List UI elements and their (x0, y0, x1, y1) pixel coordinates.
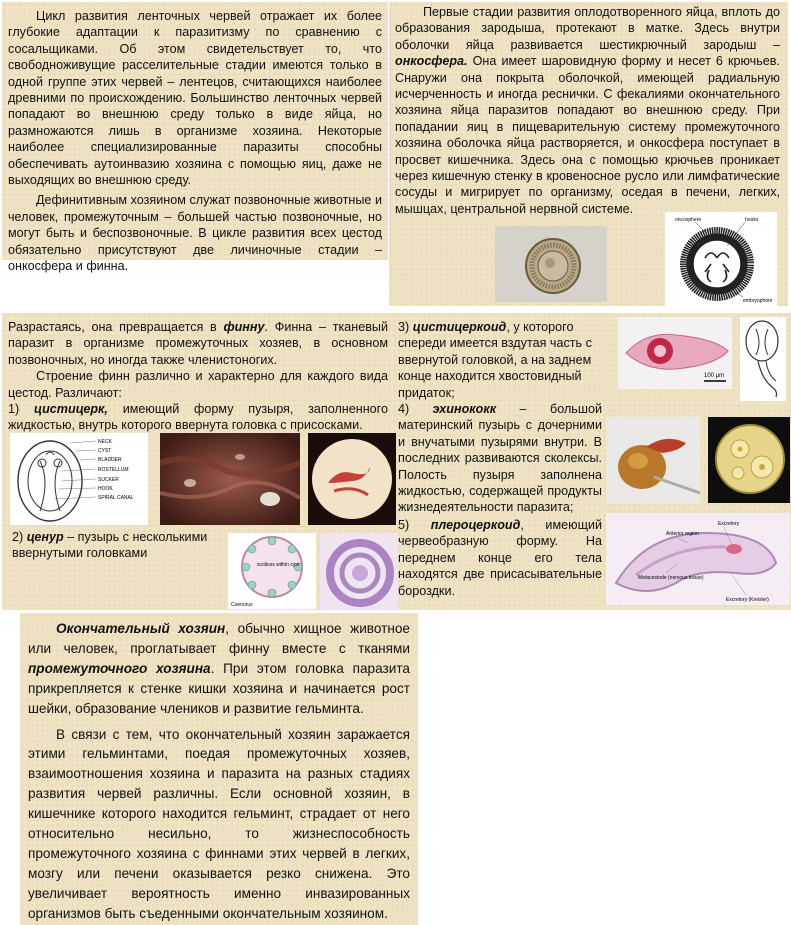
item-number: 4) (398, 402, 433, 416)
item-number: 5) (398, 518, 431, 532)
text: . При этом головка паразита прикрепляется к стенке кишки хозяина и начинается рост шейки, образование члеников и развитие гельминта. (28, 660, 410, 716)
echinococcus-cyst-photo (606, 417, 700, 503)
panel3-cysticercoid-text (398, 319, 602, 401)
term-coenurus: ценур (26, 530, 64, 544)
panel-definitive-host (20, 613, 418, 925)
paragraph (28, 619, 410, 719)
term-echinococcus: эхинококк (432, 402, 497, 416)
paragraph: Цикл развития ленточных червей отражает их более глубокие адаптации к паразитизму по сравнению с сосальщиками. Об этом свидетельствует то, что свободноживущие расселительные стадии имеются только в одной группе этих червей – лентецов, считающихся наиболее древними по происхождению. Большинство ленточных червей попадают во внешнюю среду только в виде яйца, но размножаются лишь в организме хозяина. Некоторые наиболее специализированные паразиты способны обеспечивать аутоинвазию хозяина с помощью яиц, даже не выходящих во внешнюю среду. (8, 9, 382, 188)
term-cysticercoid: цистицеркоид (412, 320, 507, 334)
text: , у которого спереди имеется вздутая часть с ввернутой головкой, а на заднем конце находится хвостовидный придаток; (398, 320, 592, 400)
oncosphere-egg-micrograph (495, 226, 607, 302)
coenurus-diagram (228, 533, 316, 609)
text: Она имеет шаровидную форму и несет 6 крючьев. Снаружи она покрыта оболочкой, имеющей радиальную исчерченность и иногда реснички. С фекалиями окончательного хозяина яйца паразитов попадают во внешнюю среду. При попадании яиц в пищеварительную систему промежуточного хозяина оболочка яйца растворяется, и онкосфера поступает в просвет кишечника. Здесь она с помощью крючьев проникает через кишечную стенку в кровеносное русло или лимфатические сосуды и мигрирует по организму, оседая в печени, легких, мышцах, центральной нервной системе. (395, 54, 780, 216)
label: BLADDER (98, 457, 122, 463)
term-plerocercoid: плероцеркоид (430, 518, 521, 532)
label: SUCKER (98, 477, 119, 483)
item-number: 1) (8, 402, 34, 417)
term-cysticercus: цистицерк, (33, 402, 108, 417)
panel3-coenurus-text (12, 529, 218, 562)
panel3-plerocercoid-text (398, 517, 602, 599)
term-finna: финну (223, 320, 265, 334)
label: ROSTELLUM (98, 467, 129, 473)
label: Coenurus (231, 602, 253, 608)
panel-finna-types (2, 313, 791, 610)
label: scolices within cyst (257, 562, 300, 568)
oncosphere-diagram (665, 212, 777, 306)
cysticercus-diagram (10, 433, 148, 525)
item-number: 2) (12, 530, 27, 544)
label: Anterior region (666, 531, 699, 537)
label: NECK (98, 439, 112, 445)
term-oncosphere: онкосфера. (395, 54, 468, 69)
label: HOOK (98, 486, 113, 492)
label: SPIRAL CANAL (98, 495, 134, 501)
text: имеющий форму пузыря, заполненного жидкостью, внутрь которого ввернута головка с присосками. (8, 402, 389, 433)
text: , обычно хищное животное или человек, проглатывает финну вместе с тканями (28, 621, 410, 656)
list-item (398, 517, 602, 599)
item-number: 3) (398, 320, 413, 334)
coenurus-histology-photo (320, 533, 398, 609)
list-item (12, 529, 218, 562)
panel1-text (8, 8, 382, 275)
text: , имеющий червеобразную форму. На переднем конце его тела находятся две присасывательные бороздки. (398, 518, 603, 598)
paragraph: Строение финн различно и характерно для каждого вида цестод. Различают: (8, 369, 388, 400)
echinococcus-diagram (708, 417, 790, 503)
label-oncosphere: oncosphere (675, 217, 702, 223)
plerocercoid-micrograph (606, 513, 790, 605)
text: – пузырь с несколькими ввернутыми головками (12, 530, 208, 561)
cysticercus-tissue-photo (160, 433, 300, 525)
paragraph: Дефинитивным хозяином служат позвоночные животные и человек, промежуточным – большей частью позвоночные, но могут быть и беспозвоночные. В цикле развития всех цестод обязательно присутствуют две личиночные стадии – онкосфера и финна. (8, 193, 382, 274)
list-item (8, 401, 388, 434)
paragraph (395, 4, 780, 217)
cysticercoid-diagram (740, 317, 786, 401)
panel4-text (28, 619, 410, 924)
list-item (398, 319, 602, 401)
label: Metacestode (nervous tissue) (638, 575, 704, 581)
label-embryophore: embryophore (743, 298, 773, 304)
text: Разрастаясь, она превращается в (8, 320, 224, 334)
list-item (398, 401, 602, 516)
panel3-echinococcus-text (398, 401, 602, 516)
paragraph: В связи с тем, что окончательный хозяин заражается этими гельминтами, поедая промежуточных хозяев, взаимоотношения хозяина и паразита на разных стадиях развития червей различны. Если основной хозяин, в кишечнике которого находится гельминт, страдает от него относительно несильно, то жизнеспособность промежуточного хозяина с финнами этих червей в легких, мозгу или печени оказывается резко снижена. Это увеличивает вероятность именно инвазированных организмов быть съеденными окончательным хозяином. (28, 726, 410, 921)
text: . Финна – тканевый паразит в организме промежуточных хозяев, в основном позвоночных, но иногда также членистоногих. (8, 320, 388, 367)
label: Excretory (718, 521, 740, 527)
panel-life-cycle (2, 2, 388, 274)
cysticercoid-micrograph (618, 317, 732, 389)
cysticercus-cyst-photo (308, 433, 396, 525)
panel-oncosphere (389, 2, 788, 306)
term-definitive-host: Окончательный хозяин (56, 621, 226, 636)
text: – большой материнский пузырь с дочерними и внучатыми пузырями внутри. В последних развиваются сколексы. Полость пузыря заполнена жидкостью, содержащей продукты жизнедеятельности паразита; (398, 402, 602, 515)
paragraph (8, 319, 388, 368)
scale-bar-label: 100 µm (704, 373, 725, 379)
label: CYST (98, 448, 112, 454)
label: Excretory (Kreisler) (726, 597, 769, 603)
label-hooks: hooks (745, 217, 759, 223)
panel2-text (395, 4, 780, 217)
text: Первые стадии развития оплодотворенного яйца, вплоть до образования зародыша, протекают в матке. Здесь внутри оболочки яйца развивается шестикрючный зародыш – (395, 5, 780, 52)
term-intermediate-host: промежуточного хозяина (28, 660, 211, 676)
panel3-left-text (8, 319, 388, 434)
